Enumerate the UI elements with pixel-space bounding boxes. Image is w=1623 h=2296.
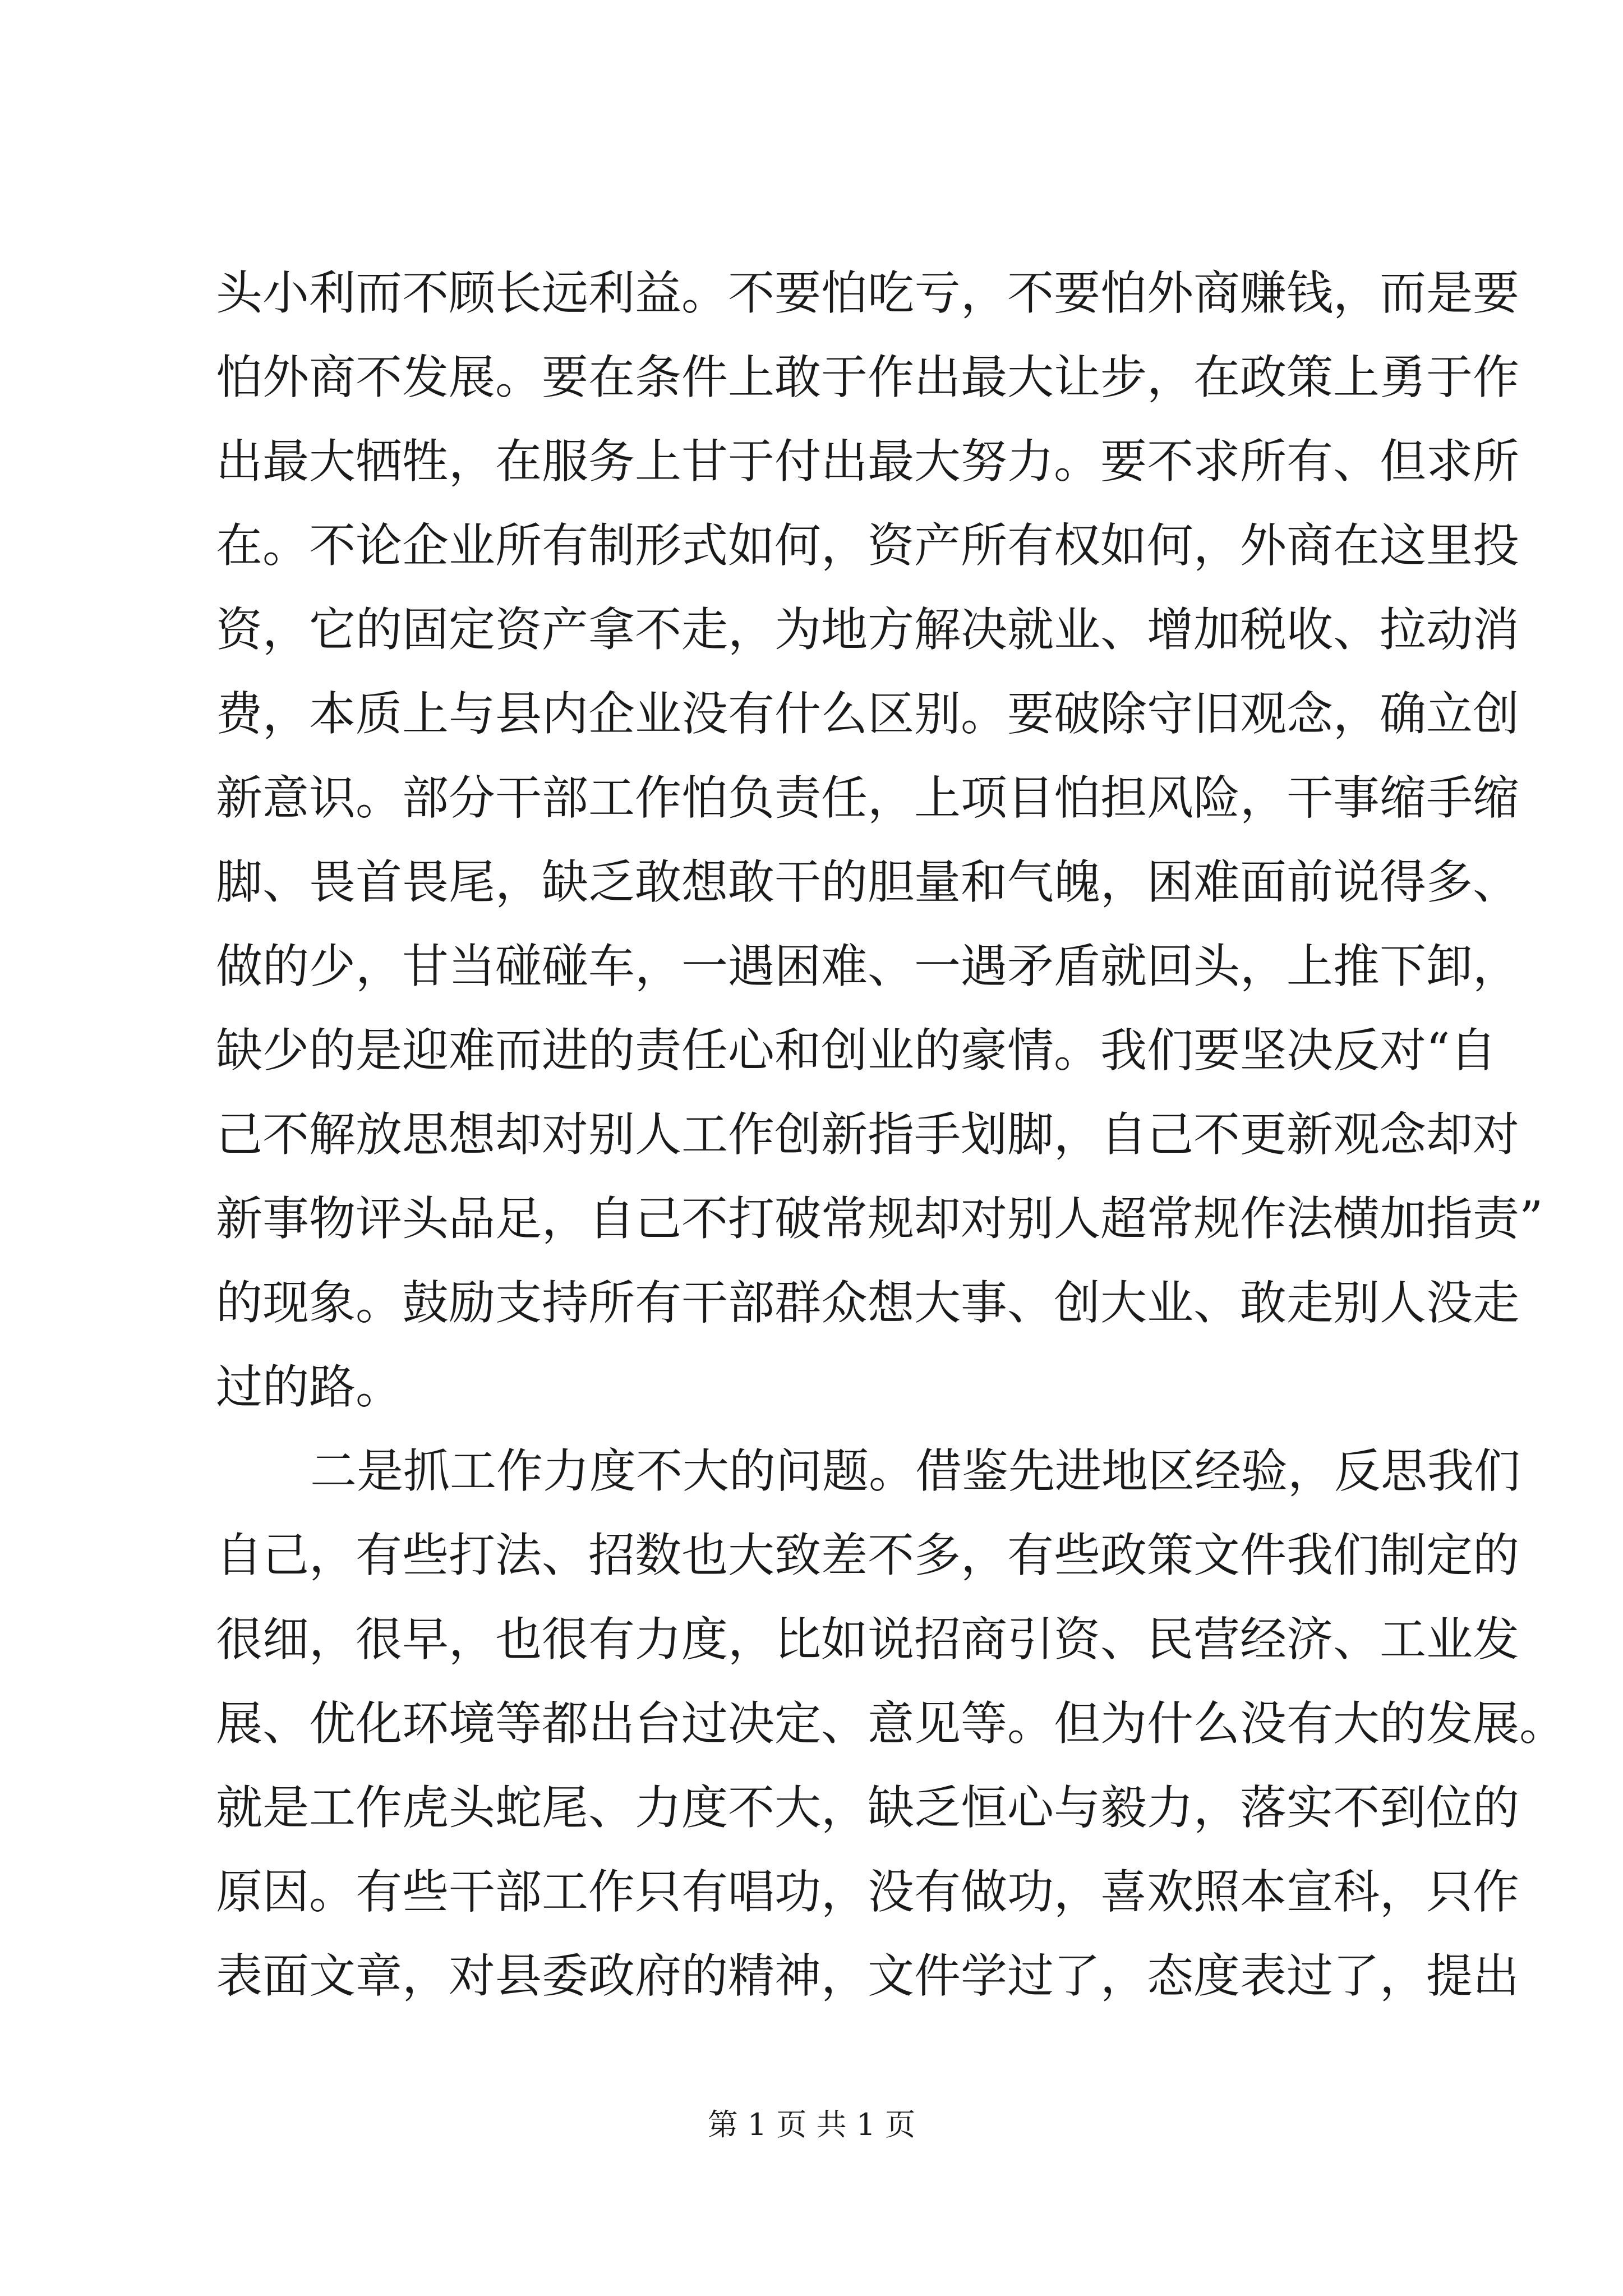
text-line: 出最大牺牲，在服务上甘于付出最大努力。要不求所有、但求所 <box>216 434 1519 489</box>
text-line: 己不解放思想却对别人工作创新指手划脚，自己不更新观念却对 <box>216 1107 1519 1162</box>
text-line: 展、优化环境等都出台过决定、意见等。但为什么没有大的发展。 <box>216 1696 1566 1751</box>
text-line: 的现象。鼓励支持所有干部群众想大事、创大业、敢走别人没走 <box>216 1276 1519 1330</box>
text-line: 新事物评头品足，自己不打破常规却对别人超常规作法横加指责” <box>216 1191 1543 1246</box>
paragraph-1 <box>216 251 1543 1429</box>
text-line: 怕外商不发展。要在条件上敢于作出最大让步，在政策上勇于作 <box>216 350 1519 404</box>
paragraph-2 <box>216 1429 1566 2018</box>
text-line: 脚、畏首畏尾，缺乏敢想敢干的胆量和气魄，困难面前说得多、 <box>216 855 1519 909</box>
text-line: 原因。有些干部工作只有唱功，没有做功，喜欢照本宣科，只作 <box>216 1865 1519 1919</box>
text-line: 就是工作虎头蛇尾、力度不大，缺乏恒心与毅力，落实不到位的 <box>216 1780 1519 1835</box>
page-number-label: 第 1 页 共 1 页 <box>707 2107 916 2142</box>
text-line: 做的少，甘当碰碰车，一遇困难、一遇矛盾就回头，上推下卸， <box>216 939 1519 993</box>
text-line: 新意识。部分干部工作怕负责任，上项目怕担风险，干事缩手缩 <box>216 771 1519 825</box>
text-line: 费，本质上与县内企业没有什么区别。要破除守旧观念，确立创 <box>216 687 1519 741</box>
text-line: 表面文章，对县委政府的精神，文件学过了，态度表过了，提出 <box>216 1949 1519 2003</box>
text-line: 很细，很早，也很有力度，比如说招商引资、民营经济、工业发 <box>216 1612 1519 1667</box>
text-line: 在。不论企业所有制形式如何，资产所有权如何，外商在这里投 <box>216 518 1519 573</box>
text-line: 头小利而不顾长远利益。不要怕吃亏，不要怕外商赚钱，而是要 <box>216 266 1519 320</box>
text-line: 缺少的是迎难而进的责任心和创业的豪情。我们要坚决反对“自 <box>216 1023 1497 1078</box>
text-line: 过的路。 <box>216 1360 402 1414</box>
text-line: 资，它的固定资产拿不走，为地方解决就业、增加税收、拉动消 <box>216 602 1519 657</box>
page-footer <box>0 2102 1623 2147</box>
text-line: 自己，有些打法、招数也大致差不多，有些政策文件我们制定的 <box>216 1528 1519 1582</box>
body-text <box>216 251 1566 2018</box>
text-line-indented: 二是抓工作力度不大的问题。借鉴先进地区经验，反思我们 <box>310 1444 1520 1498</box>
